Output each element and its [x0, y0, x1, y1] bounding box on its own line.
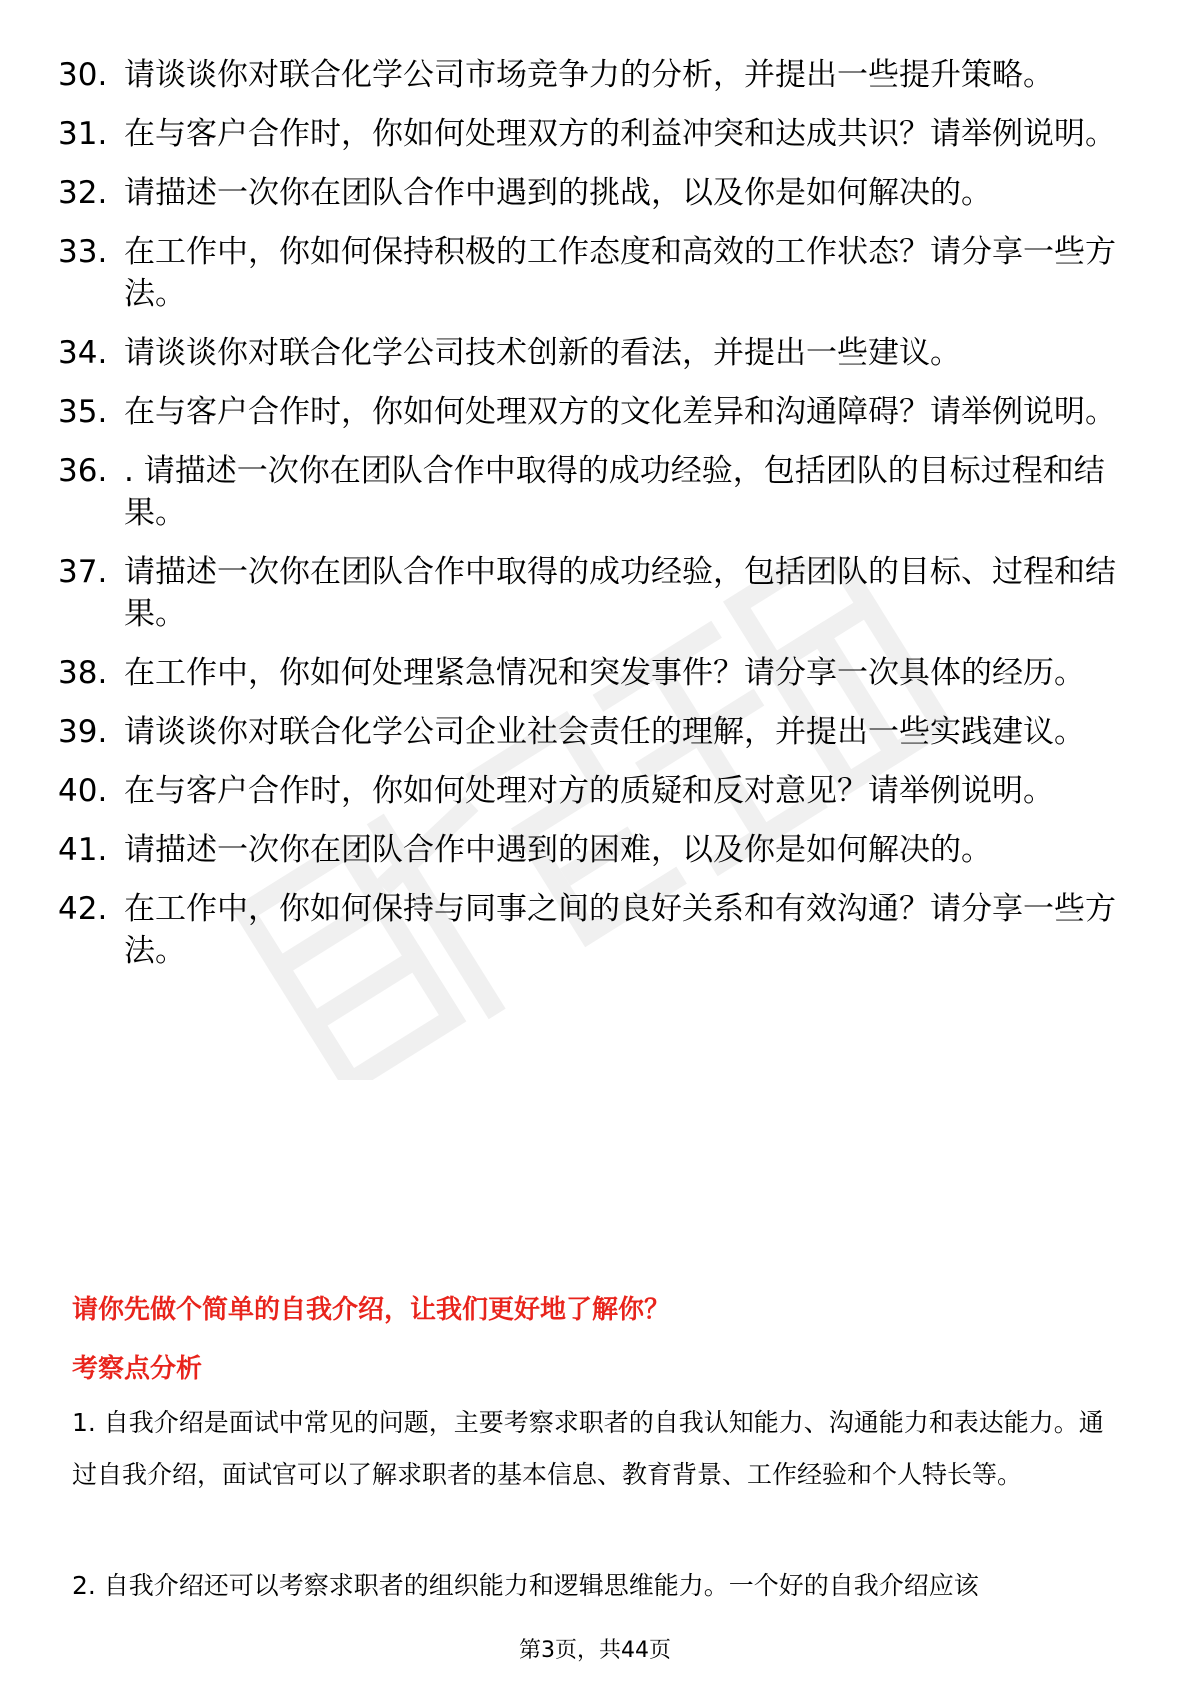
question-item: [58, 113, 1138, 155]
question-text: 在与客户合作时，你如何处理对方的质疑和反对意见？请举例说明。: [124, 773, 1054, 809]
question-text: 在工作中，你如何保持与同事之间的良好关系和有效沟通？请分享一些方法。: [124, 891, 1116, 969]
section-heading: 请你先做个简单的自我介绍，让我们更好地了解你？: [72, 1295, 671, 1325]
question-text: . 请描述一次你在团队合作中取得的成功经验，包括团队的目标过程和结果。: [124, 453, 1105, 531]
question-item: [58, 652, 1138, 694]
question-item: [58, 172, 1138, 214]
question-number: 30.: [58, 57, 108, 93]
question-item: [58, 54, 1138, 96]
question-text: 在工作中，你如何保持积极的工作态度和高效的工作状态？请分享一些方法。: [124, 234, 1116, 312]
question-number: 37.: [58, 554, 108, 590]
analysis-paragraph: 2. 自我介绍还可以考察求职者的组织能力和逻辑思维能力。一个好的自我介绍应该: [72, 1571, 979, 1600]
question-text: 请描述一次你在团队合作中遇到的困难，以及你是如何解决的。: [124, 832, 992, 868]
question-number: 31.: [58, 116, 108, 152]
question-text: 请谈谈你对联合化学公司企业社会责任的理解，并提出一些实践建议。: [124, 714, 1085, 750]
question-text: 请描述一次你在团队合作中取得的成功经验，包括团队的目标、过程和结果。: [124, 554, 1116, 632]
question-item: [58, 829, 1138, 871]
question-number: 42.: [58, 891, 108, 927]
question-number: 34.: [58, 335, 108, 371]
question-item: [58, 391, 1138, 433]
question-text: 在工作中，你如何处理紧急情况和突发事件？请分享一次具体的经历。: [124, 655, 1085, 691]
question-text: 请描述一次你在团队合作中遇到的挑战，以及你是如何解决的。: [124, 175, 992, 211]
question-number: 35.: [58, 394, 108, 430]
question-number: 41.: [58, 832, 108, 868]
question-number: 40.: [58, 773, 108, 809]
question-number: 39.: [58, 714, 108, 750]
question-item: [58, 332, 1138, 374]
analysis-paragraph: 1. 自我介绍是面试中常见的问题，主要考察求职者的自我认知能力、沟通能力和表达能力。通过自我介绍，面试官可以了解求职者的基本信息、教育背景、工作经验和个人特长等。: [72, 1408, 1104, 1489]
question-item: [58, 711, 1138, 753]
question-item: [58, 888, 1138, 972]
question-item: [58, 551, 1138, 635]
question-text: 请谈谈你对联合化学公司技术创新的看法，并提出一些建议。: [124, 335, 961, 371]
question-item: [58, 450, 1138, 534]
page-footer: 第3页，共44页: [519, 1638, 671, 1663]
question-number: 36.: [58, 453, 108, 489]
analysis-title: 考察点分析: [72, 1354, 203, 1384]
question-number: 32.: [58, 175, 108, 211]
question-text: 在与客户合作时，你如何处理双方的利益冲突和达成共识？请举例说明。: [124, 116, 1116, 152]
question-number: 38.: [58, 655, 108, 691]
question-text: 请谈谈你对联合化学公司市场竞争力的分析，并提出一些提升策略。: [124, 57, 1054, 93]
question-item: [58, 770, 1138, 812]
question-list: [58, 54, 1138, 989]
question-item: [58, 231, 1138, 315]
question-number: 33.: [58, 234, 108, 270]
question-text: 在与客户合作时，你如何处理双方的文化差异和沟通障碍？请举例说明。: [124, 394, 1116, 430]
